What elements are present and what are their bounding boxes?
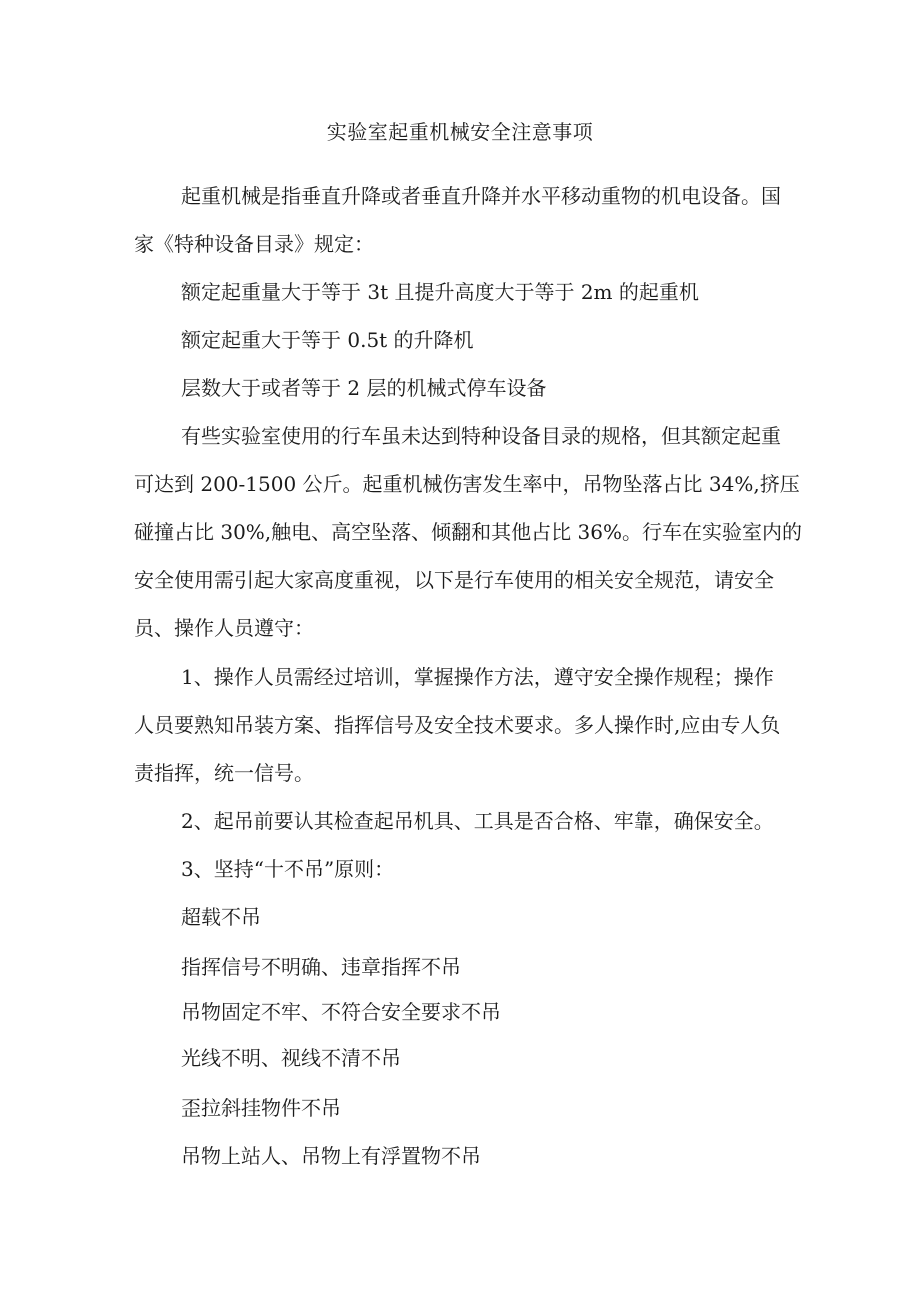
document-title: 实验室起重机械安全注意事项 xyxy=(326,120,594,144)
list-item: 吊物上站人、吊物上有浮置物不吊 xyxy=(181,1144,481,1168)
paragraph-2-line-2: 可达到 200-1500 公斤。起重机械伤害发生率中，吊物坠落占比 34%,挤压 xyxy=(134,472,800,496)
paragraph-2-line-4: 安全使用需引起大家高度重视，以下是行车使用的相关安全规范，请安全 xyxy=(134,568,774,592)
spec-item-3: 层数大于或者等于 2 层的机械式停车设备 xyxy=(181,376,547,400)
list-item: 指挥信号不明确、违章指挥不吊 xyxy=(181,955,461,979)
list-item: 吊物固定不牢、不符合安全要求不吊 xyxy=(181,1000,501,1024)
rule-1-line-2: 人员要熟知吊装方案、指挥信号及安全技术要求。多人操作时,应由专人负 xyxy=(134,713,781,737)
rule-1-line-1: 1、操作人员需经过培训，掌握操作方法，遵守安全操作规程；操作 xyxy=(181,665,774,689)
spec-item-1: 额定起重量大于等于 3t 且提升高度大于等于 2m 的起重机 xyxy=(181,280,699,304)
rule-3: 3、坚持“十不吊”原则： xyxy=(181,857,395,881)
paragraph-1-line-2: 家《特种设备目录》规定： xyxy=(134,232,374,256)
paragraph-2-line-1: 有些实验室使用的行车虽未达到特种设备目录的规格，但其额定起重 xyxy=(181,424,781,448)
paragraph-2-line-5: 员、操作人员遵守： xyxy=(134,616,314,640)
paragraph-2-line-3: 碰撞占比 30%,触电、高空坠落、倾翻和其他占比 36%。行车在实验室内的 xyxy=(134,520,802,544)
list-item: 光线不明、视线不清不吊 xyxy=(181,1046,401,1070)
list-item: 超载不吊 xyxy=(181,905,261,929)
rule-1-line-3: 责指挥，统一信号。 xyxy=(134,761,314,785)
spec-item-2: 额定起重大于等于 0.5t 的升降机 xyxy=(181,328,474,352)
rule-2: 2、起吊前要认其检查起吊机具、工具是否合格、牢靠，确保安全。 xyxy=(181,809,774,833)
list-item: 歪拉斜挂物件不吊 xyxy=(181,1096,341,1120)
paragraph-1-line-1: 起重机械是指垂直升降或者垂直升降并水平移动重物的机电设备。国 xyxy=(181,184,781,208)
